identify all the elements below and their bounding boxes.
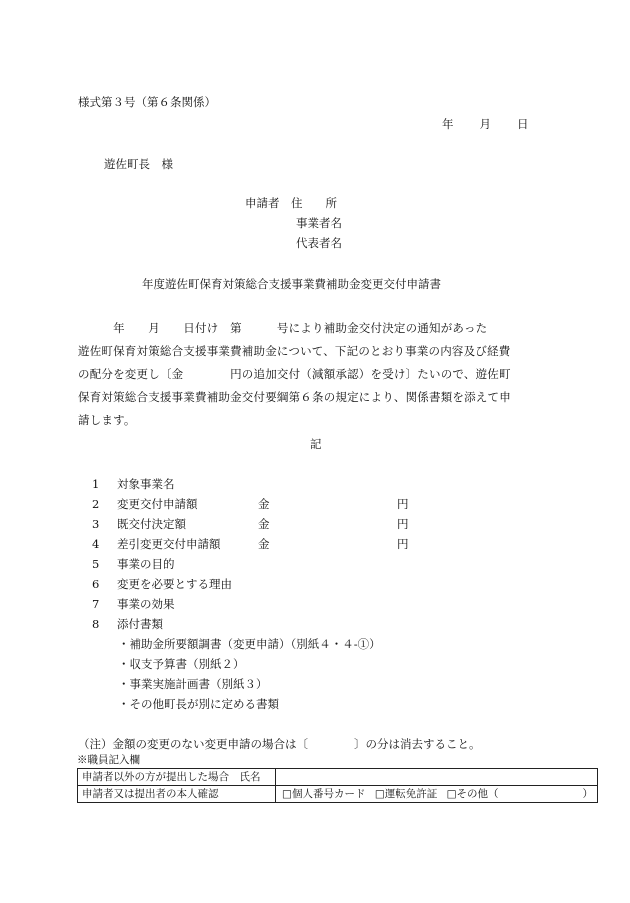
item-number: 4 bbox=[92, 537, 100, 551]
list-item bbox=[92, 537, 409, 551]
identity-check-label: 申請者又は提出者の本人確認 bbox=[78, 786, 276, 803]
item-number: 5 bbox=[92, 557, 100, 571]
list-item bbox=[92, 619, 163, 631]
addressee: 遊佐町長 様 bbox=[104, 157, 173, 171]
item-label: 対象事業名 bbox=[117, 477, 175, 491]
item-label: 変更を必要とする理由 bbox=[117, 577, 232, 591]
body-paragraph bbox=[78, 317, 556, 432]
list-item bbox=[92, 517, 409, 531]
item-number: 3 bbox=[92, 517, 100, 531]
date-line: 年 月 日 bbox=[442, 117, 530, 131]
body-line: 年 月 日付け 第 号により補助金交付決定の通知があった bbox=[78, 321, 488, 335]
form-number: 様式第３号（第６条関係） bbox=[78, 95, 216, 109]
submitter-name-label: 申請者以外の方が提出した場合 氏名 bbox=[78, 769, 276, 786]
attachment-item: ・収支予算書（別紙２） bbox=[118, 657, 245, 671]
item-label: 事業の目的 bbox=[117, 557, 175, 571]
applicant-business-label: 事業者名 bbox=[296, 216, 342, 230]
table-row bbox=[78, 769, 598, 786]
item-label: 既交付決定額 bbox=[117, 517, 186, 531]
attachment-item: ・事業実施計画書（別紙３） bbox=[118, 677, 268, 691]
checkbox-my-number-card[interactable]: □個人番号カード bbox=[282, 788, 366, 800]
body-line: 請します。 bbox=[78, 413, 136, 427]
staff-entry-table bbox=[77, 768, 598, 803]
item-number: 6 bbox=[92, 577, 100, 591]
checkbox-other[interactable]: □その他（ ） bbox=[446, 788, 593, 800]
list-item bbox=[92, 579, 232, 591]
list-item bbox=[92, 497, 409, 511]
item-yen: 円 bbox=[397, 537, 409, 551]
applicant-representative-label: 代表者名 bbox=[296, 236, 342, 250]
item-kin: 金 bbox=[258, 537, 270, 551]
item-label: 差引変更交付申請額 bbox=[117, 537, 221, 551]
item-number: 7 bbox=[92, 597, 100, 611]
item-label: 変更交付申請額 bbox=[117, 497, 198, 511]
item-label: 添付書類 bbox=[117, 617, 163, 631]
note: （注）金額の変更のない変更申請の場合は〔 〕の分は消去すること。 bbox=[78, 737, 481, 751]
item-kin: 金 bbox=[258, 497, 270, 511]
ki-heading: 記 bbox=[310, 437, 322, 451]
submitter-name-field[interactable] bbox=[276, 769, 598, 786]
staff-section-heading: ※職員記入欄 bbox=[77, 754, 140, 766]
item-number: 1 bbox=[92, 477, 100, 491]
identity-check-options bbox=[276, 786, 598, 803]
applicant-address-label: 申請者 住 所 bbox=[245, 196, 337, 210]
list-item bbox=[92, 479, 175, 491]
item-kin: 金 bbox=[258, 517, 270, 531]
item-yen: 円 bbox=[397, 497, 409, 511]
body-line: 遊佐町保育対策総合支援事業費補助金について、下記のとおり事業の内容及び経費 bbox=[78, 344, 511, 358]
checkbox-drivers-license[interactable]: □運転免許証 bbox=[374, 788, 438, 800]
list-item bbox=[92, 599, 175, 611]
item-number: 2 bbox=[92, 497, 100, 511]
table-row bbox=[78, 786, 598, 803]
attachment-item: ・補助金所要額調書（変更申請）（別紙４・４-①） bbox=[118, 637, 381, 651]
list-item bbox=[92, 559, 175, 571]
document-title: 年度遊佐町保育対策総合支援事業費補助金変更交付申請書 bbox=[142, 277, 441, 291]
body-line: 保育対策総合支援事業費補助金交付要綱第６条の規定により、関係書類を添えて申 bbox=[78, 390, 511, 404]
item-label: 事業の効果 bbox=[117, 597, 175, 611]
item-number: 8 bbox=[92, 617, 100, 631]
body-line: の配分を変更し〔金 円の追加交付（減額承認）を受け〕たいので、遊佐町 bbox=[78, 367, 511, 381]
item-yen: 円 bbox=[397, 517, 409, 531]
attachment-item: ・その他町長が別に定める書類 bbox=[118, 697, 279, 711]
